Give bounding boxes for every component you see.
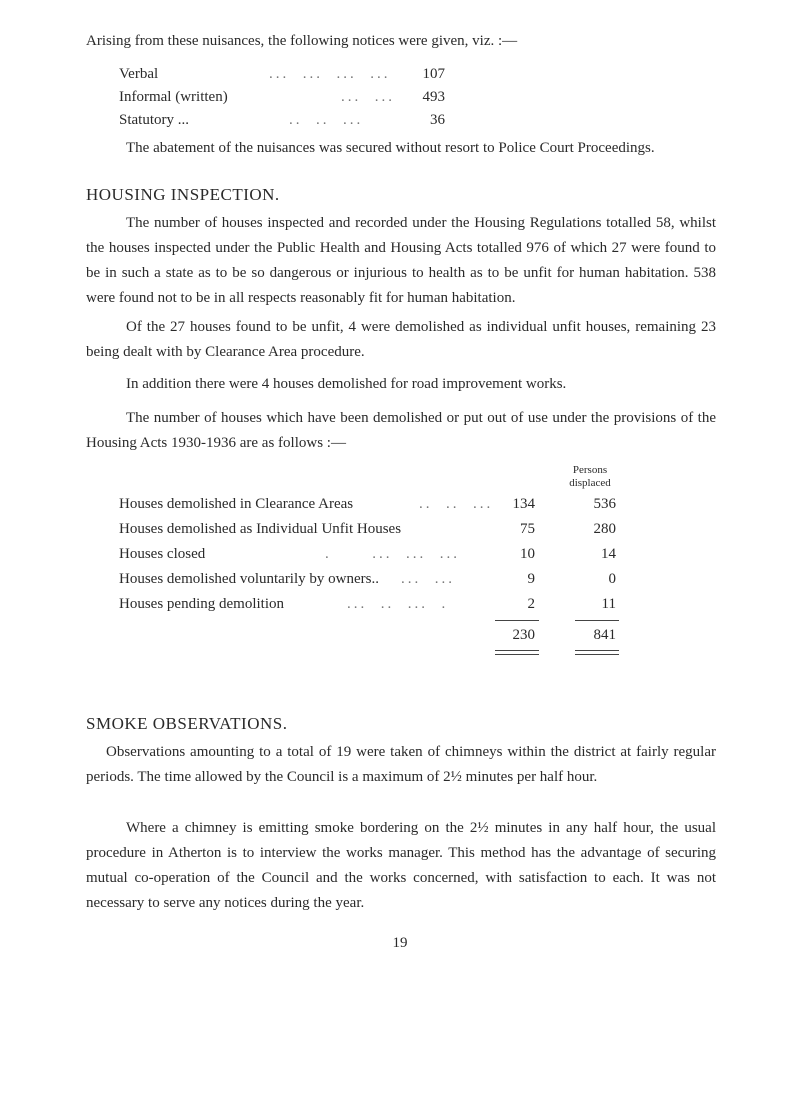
table-row — [119, 519, 639, 539]
leader-dots: ... .. ... . — [347, 596, 449, 612]
notice-label: Statutory ... — [119, 112, 189, 128]
notice-row — [119, 64, 479, 84]
persons-count: 280 — [593, 521, 616, 537]
total-rule-persons — [575, 620, 619, 621]
leader-dots: . ... ... ... — [325, 546, 460, 562]
page-number: 19 — [392, 935, 408, 951]
smoke-paragraph-2: Where a chimney is emitting smoke bordering on the 2½ minutes in any half hour, the usual procedure in Atherton is to interview the works manager. This method has the advantage of securing mutual co-operation of the Council and the works concerned, with satisfaction to each. It was not necessary to serve any notices during the year. — [86, 820, 716, 911]
row-label: Houses demolished in Clearance Areas — [119, 496, 354, 512]
notice-label: Verbal — [119, 66, 159, 82]
notice-row — [119, 87, 479, 107]
notice-value: 493 — [422, 89, 445, 105]
intro-line: Arising from these nuisances, the following notices were given, viz. :— — [86, 33, 518, 49]
persons-count: 14 — [601, 546, 616, 562]
table-row — [119, 569, 639, 589]
housing-paragraph-1: The number of houses inspected and recorded under the Housing Regulations totalled 58, whilst the houses inspected under the Public Health and Housing Acts totalled 976 of which 27 were found to be in such a state as to be so dangerous or injurious to health as to be unfit for human habitation. 538 were found not to be in all respects reasonably fit for human habitation. — [86, 215, 716, 306]
column-header-persons: Persons displaced — [569, 464, 611, 489]
leader-dots: ... ... — [341, 89, 395, 105]
table-row — [119, 544, 639, 564]
smoke-paragraph-1: Observations amounting to a total of 19 were taken of chimneys within the district at fairly regular periods. The time allowed by the Council is a maximum of 2½ minutes per half hour. — [86, 744, 716, 785]
total-houses: 230 — [512, 627, 535, 643]
row-label: Houses closed — [119, 546, 206, 562]
houses-count: 75 — [520, 521, 535, 537]
notices-list — [119, 64, 479, 130]
persons-count: 0 — [608, 571, 616, 587]
total-rule-houses — [495, 620, 539, 621]
leader-dots: .. .. ... — [289, 112, 364, 128]
persons-count: 11 — [601, 596, 616, 612]
table-row — [119, 494, 639, 514]
housing-paragraph-2: Of the 27 houses found to be unfit, 4 were demolished as individual unfit houses, remaining 23 being dealt with by Clearance Area procedure. — [86, 319, 716, 360]
persons-count: 536 — [593, 496, 616, 512]
row-label: Houses pending demolition — [119, 596, 284, 612]
leader-dots: ... ... ... ... — [269, 66, 391, 82]
demolition-table — [119, 464, 639, 694]
houses-count: 10 — [520, 546, 535, 562]
houses-count: 134 — [512, 496, 535, 512]
houses-count: 2 — [527, 596, 535, 612]
double-rule-persons — [575, 650, 619, 655]
smoke-heading: SMOKE OBSERVATIONS. — [86, 714, 288, 733]
double-rule-houses — [495, 650, 539, 655]
row-label: Houses demolished as Individual Unfit Houses — [119, 521, 402, 537]
housing-paragraph-4: The number of houses which have been demolished or put out of use under the provisions of the Housing Acts 1930-1936 are as follows :— — [86, 410, 716, 451]
abatement-paragraph: The abatement of the nuisances was secured without resort to Police Court Proceedings. — [126, 140, 655, 156]
row-label: Houses demolished voluntarily by owners.. — [119, 571, 379, 587]
houses-count: 9 — [527, 571, 535, 587]
notice-label: Informal (written) — [119, 89, 228, 105]
leader-dots: ... ... — [401, 571, 455, 587]
total-persons: 841 — [593, 627, 616, 643]
table-row — [119, 594, 639, 614]
housing-paragraph-3: In addition there were 4 houses demolished for road improvement works. — [126, 376, 567, 392]
total-row — [119, 625, 639, 645]
notice-value: 36 — [430, 112, 445, 128]
leader-dots: .. .. ... — [419, 496, 494, 512]
notice-row — [119, 110, 479, 130]
notice-value: 107 — [422, 66, 445, 82]
housing-heading: HOUSING INSPECTION. — [86, 185, 280, 204]
